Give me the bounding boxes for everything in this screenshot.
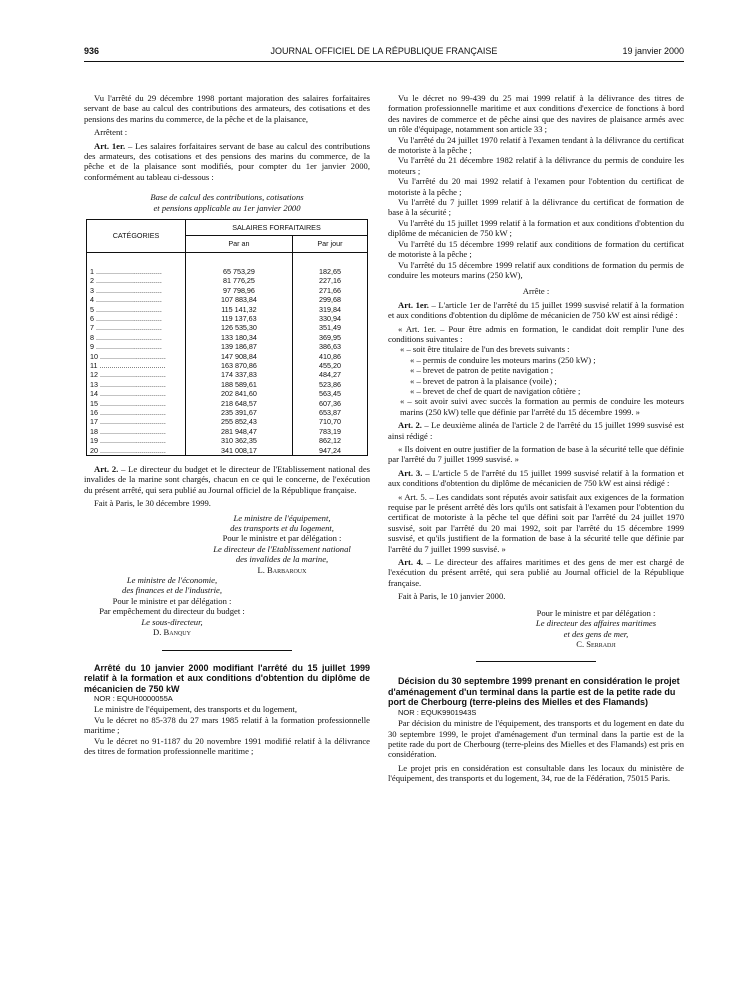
signature-line: des transports et du logement, [230,523,334,534]
caption-line: et pensions applicable au 1er janvier 2000 [153,202,301,213]
category-cell: 6 ................................. [87,314,186,323]
table-row [87,361,368,370]
signature-line: et des gens de mer, [563,628,629,639]
page-number: 936 [84,46,100,56]
table-row [87,399,368,408]
par-an-cell: 202 841,60 [186,389,293,398]
par-an-cell: 163 870,86 [186,361,293,370]
header-salaires: SALAIRES FORFAITAIRES [186,220,368,236]
par-jour-cell: 484,27 [292,370,367,379]
signature-block-2 [84,575,260,637]
signature-line: Le directeur des affaires maritimes [535,618,657,629]
par-jour-cell: 319,84 [292,305,367,314]
par-an-cell: 281 948,47 [186,427,293,436]
par-an-cell: 174 337,83 [186,370,293,379]
par-jour-cell: 271,66 [292,286,367,295]
par-an-cell: 81 776,25 [186,276,293,285]
header-categories: CATÉGORIES [87,220,186,253]
par-an-cell: 147 908,84 [186,352,293,361]
table-row [87,314,368,323]
signature-line: Le sous-directeur, [141,616,203,627]
par-jour-cell: 182,65 [292,252,367,276]
article-text: – Le directeur du budget et le directeur de l'Etablissement national des invalides de la marine sont chargés, chacun en ce qui le concerne, de l'exécution du présent arrêté, qui sera publié au Journal officiel de la République française. [84,464,371,495]
page-header [84,46,684,60]
par-an-cell: 255 852,43 [186,417,293,426]
par-an-cell: 115 141,32 [186,305,293,314]
article-text: – L'article 1er de l'arrêté du 15 juillet 1999 susvisé relatif à la formation et aux conditions d'obtention du diplôme de mécanicien de 750 kW est ainsi rédigé : [388,299,685,321]
category-cell: 2 ................................. [87,276,186,285]
arrete: Arrête : [522,286,550,297]
par-an-cell: 218 648,57 [186,399,293,408]
signature-block [508,608,684,650]
vu-paragraph: Vu le décret no 99-439 du 25 mai 1999 relatif à la délivrance des titres de formation professionnelle maritime et aux conditions d'exercice de fonctions à bord des navires de commerce et de pêche ainsi que des navires de plaisance armés avec un rôle d'équipage, notamment son article 33 ; [388,93,684,135]
article-1 [388,300,684,321]
category-cell: 20 ................................. [87,446,186,456]
header-rule [84,61,684,62]
vu-paragraph: Vu l'arrêté du 15 décembre 1999 relatif aux conditions de formation du permis de conduire les moteurs marins (250 kW), [388,259,684,280]
article-1 [84,141,370,183]
category-cell: 5 ................................. [87,305,186,314]
journal-title: JOURNAL OFFICIEL DE LA RÉPUBLIQUE FRANÇAISE [270,46,498,56]
table-row [87,352,368,361]
signature-block-1 [194,513,370,575]
article-text: – L'article 5 de l'arrêté du 15 juillet 1999 susvisé relatif à la formation et aux conditions d'obtention du diplôme de mécanicien de 750 kW est ainsi rédigé : [388,467,685,489]
vu-paragraph: Vu l'arrêté du 15 juillet 1999 relatif à la formation et aux conditions d'obtention du diplôme de mécanicien de 750 kW ; [388,217,684,239]
par-jour-cell: 455,20 [292,361,367,370]
signature-line: Le ministre de l'équipement, [233,512,331,523]
article-text: – Le deuxième alinéa de l'article 2 de l'arrêté du 15 juillet 1999 susvisé est ainsi rédigé : [388,420,684,441]
category-cell: 13 ................................. [87,380,186,389]
category-cell: 19 ................................. [87,436,186,445]
table-row [87,342,368,351]
par-jour-cell: 299,68 [292,295,367,304]
article-4 [388,557,684,588]
par-jour-cell: 227,16 [292,276,367,285]
signature-line: Pour le ministre et par délégation : [536,607,656,618]
table-row [87,333,368,342]
par-an-cell: 133 180,34 [186,333,293,342]
article-2 [388,420,684,441]
category-cell: 1 ................................. [87,252,186,276]
par-an-cell: 341 008,17 [186,446,293,456]
category-cell: 4 ................................. [87,295,186,304]
quote-item: « – brevet de patron à la plaisance (voile) ; [410,375,557,386]
category-cell: 17 ................................. [87,417,186,426]
par-jour-cell: 523,86 [292,380,367,389]
table-row [87,305,368,314]
section-separator [476,661,596,662]
quote-item: « – brevet de chef de quart de navigation côtière ; [410,385,581,396]
table-row [87,295,368,304]
table-caption [84,192,370,213]
table-row [87,436,368,445]
signature-line: Le ministre de l'économie, [126,575,218,586]
issue-date: 19 janvier 2000 [622,46,684,56]
par-jour-cell: 410,86 [292,352,367,361]
par-jour-cell: 386,63 [292,342,367,351]
signature-line: Par empêchement du directeur du budget : [99,606,245,617]
decision-paragraph: Le projet pris en considération est consultable dans les locaux du ministère de l'équipement, des transports et du logement, 34, rue de la Fédération, 75015 Paris. [388,762,684,784]
caption-line: Base de calcul des contributions, cotisations [150,192,304,203]
par-an-cell: 126 535,30 [186,323,293,332]
par-jour-cell: 653,87 [292,408,367,417]
signature-line: Le directeur de l'Etablissement national [213,543,351,554]
par-jour-cell: 351,49 [292,323,367,332]
salary-table [86,219,368,456]
table-row [87,380,368,389]
signature-line: Pour le ministre et par délégation : [222,533,342,544]
nor-reference: NOR : EQUH0000055A [94,694,173,703]
vu-paragraph: Vu l'arrêté du 21 décembre 1982 relatif à la délivrance du permis de conduire les moteurs ; [388,155,684,176]
left-column [84,93,370,756]
category-cell: 7 ................................. [87,323,186,332]
par-an-cell: 188 589,61 [186,380,293,389]
article-text: – Le directeur des affaires maritimes et des gens de mer est chargé de l'exécution du présent arrêté, qui sera publié au Journal officiel de la République française. [388,557,685,588]
category-cell: 3 ................................. [87,286,186,295]
table-row [87,323,368,332]
par-an-cell: 97 798,96 [186,286,293,295]
article-label: Art. 3. [398,467,423,478]
article-label: Art. 2. [94,464,119,474]
par-an-cell: 119 137,63 [186,314,293,323]
quote-item: « – soit avoir suivi avec succès la formation au permis de conduire les moteurs marins (250 kW) telle que définie par l'arrêté du 15 décembre 1999. » [400,396,684,417]
article-label: Art. 1er. [398,299,429,310]
decision-paragraph: Par décision du ministre de l'équipement, des transports et du logement en date du 30 septembre 1999, le projet d'aménagement d'un terminal dans la partie est de la petite rade du port de Cherbourg (terre-pleins des Mielles et des Flamands) est pris en considération. [388,718,684,760]
signature-line: Pour le ministre et par délégation : [112,595,232,606]
right-column [388,93,684,784]
vu-paragraph: Vu l'arrêté du 15 décembre 1999 relatif aux conditions de formation du certificat de motoriste à la pêche ; [388,238,684,260]
category-cell: 12 ................................. [87,370,186,379]
table-row [87,389,368,398]
category-cell: 18 ................................. [87,427,186,436]
fait-a-paris: Fait à Paris, le 30 décembre 1999. [94,498,211,509]
article-label: Art. 4. [398,557,424,568]
article-2 [84,464,370,495]
table-row [87,370,368,379]
quote-paragraph: « Art. 5. – Les candidats sont réputés avoir satisfait aux exigences de la formation requise par le présent arrêté dès lors qu'ils ont satisfait à l'examen pour l'obtention du certificat de motoriste à la pêche tel que défini soit par l'arrêté du 24 juillet 1970 susvisé, soit par l'arrêté du 20 mai 1992, soit par l'arrêté du 15 décembre 1999 susvisé, et qu'ils justifient de la formation de base à la sécurité telle que définie par l'arrêté du 7 juillet 1999 susvisé. » [388,491,684,554]
vu-paragraph: Vu l'arrêté du 20 mai 1992 relatif à l'examen pour l'obtention du certificat de motoriste à la pêche ; [388,176,684,197]
signatory-name: D. Banquy [153,627,191,638]
section-separator [162,650,292,651]
table-row [87,276,368,285]
signatory-name: L. Barbaroux [257,564,307,575]
quote-item: « – soit être titulaire de l'un des brevets suivants : [400,344,570,355]
vu-paragraph: Vu l'arrêté du 7 juillet 1999 relatif à la délivrance du certificat de formation de base à la sécurité ; [388,197,684,218]
decision-title: Décision du 30 septembre 1999 prenant en considération le projet d'aménagement d'un terminal dans la partie est de la petite rade du port de Cherbourg (terre-pleins des Mielles et des Flamands) [388,676,680,708]
category-cell: 15 ................................. [87,399,186,408]
category-cell: 9 ................................. [87,342,186,351]
par-jour-cell: 330,94 [292,314,367,323]
table-row [87,427,368,436]
vu-paragraph: Vu l'arrêté du 29 décembre 1998 portant majoration des salaires forfaitaires servant de base au calcul des contributions des armateurs, des cotisations et des pensions des marins du commerce, de la pêche et de la plaisance, [84,93,370,124]
arrete-title: Arrêté du 10 janvier 2000 modifiant l'arrêté du 15 juillet 1999 relatif à la formation et aux conditions d'obtention du diplôme de mécanicien de 750 kW [84,662,370,694]
table-row [87,417,368,426]
header-par-jour: Par jour [292,236,367,252]
article-label: Art. 2. [398,420,422,431]
category-cell: 11 ................................. [87,361,186,370]
quote-paragraph: « Art. 1er. – Pour être admis en formation, le candidat doit remplir l'une des conditions suivantes : [388,323,684,344]
article-label: Art. 1er. [94,140,126,151]
par-an-cell: 139 186,87 [186,342,293,351]
par-jour-cell: 710,70 [292,417,367,426]
article-3 [388,468,684,489]
par-an-cell: 65 753,29 [186,252,293,276]
vu-paragraph: Vu l'arrêté du 24 juillet 1970 relatif à l'examen tendant à la délivrance du certificat de motoriste à la pêche ; [388,134,684,156]
fait-a-paris: Fait à Paris, le 10 janvier 2000. [398,591,506,602]
par-jour-cell: 369,95 [292,333,367,342]
arrete-paragraph: Vu le décret no 85-378 du 27 mars 1985 relatif à la formation professionnelle maritime ; [84,714,370,736]
table-row [87,446,368,456]
category-cell: 8 ................................. [87,333,186,342]
signatory-name: C. Serradji [576,638,616,649]
signature-line: des invalides de la marine, [235,554,329,565]
arrete-paragraph: Le ministre de l'équipement, des transports et du logement, [94,704,297,715]
par-jour-cell: 947,24 [292,446,367,456]
category-cell: 14 ................................. [87,389,186,398]
table-row [87,252,368,276]
category-cell: 10 ................................. [87,352,186,361]
table-row [87,408,368,417]
category-cell: 16 ................................. [87,408,186,417]
par-an-cell: 235 391,67 [186,408,293,417]
quote-item: « – brevet de patron de petite navigation ; [410,365,554,376]
signature-line: des finances et de l'industrie, [122,585,222,596]
par-an-cell: 310 362,35 [186,436,293,445]
par-jour-cell: 862,12 [292,436,367,445]
arretent: Arrêtent : [94,127,128,138]
nor-reference: NOR : EQUK9901943S [398,707,477,717]
par-jour-cell: 607,36 [292,399,367,408]
par-jour-cell: 783,19 [292,427,367,436]
par-an-cell: 107 883,84 [186,295,293,304]
par-jour-cell: 563,45 [292,389,367,398]
arrete-paragraph: Vu le décret no 91-1187 du 20 novembre 1991 modifié relatif à la délivrance des titres de formation professionnelle maritime ; [84,735,370,757]
quote-item: « – permis de conduire les moteurs marins (250 kW) ; [410,354,596,365]
header-par-an: Par an [186,236,293,252]
quote-paragraph: « Ils doivent en outre justifier de la formation de base à la sécurité telle que définie par l'arrêté du 7 juillet 1999 susvisé. » [388,444,684,465]
article-text: – Les salaires forfaitaires servant de base au calcul des contributions des armateurs, des cotisations et des pensions des marins du commerce, de la pêche et de la plaisance sont modifiés, pour compter du 1er janvier 2000, conformément au tableau ci-dessous : [84,140,370,182]
salary-table-body [87,252,368,455]
table-row [87,286,368,295]
